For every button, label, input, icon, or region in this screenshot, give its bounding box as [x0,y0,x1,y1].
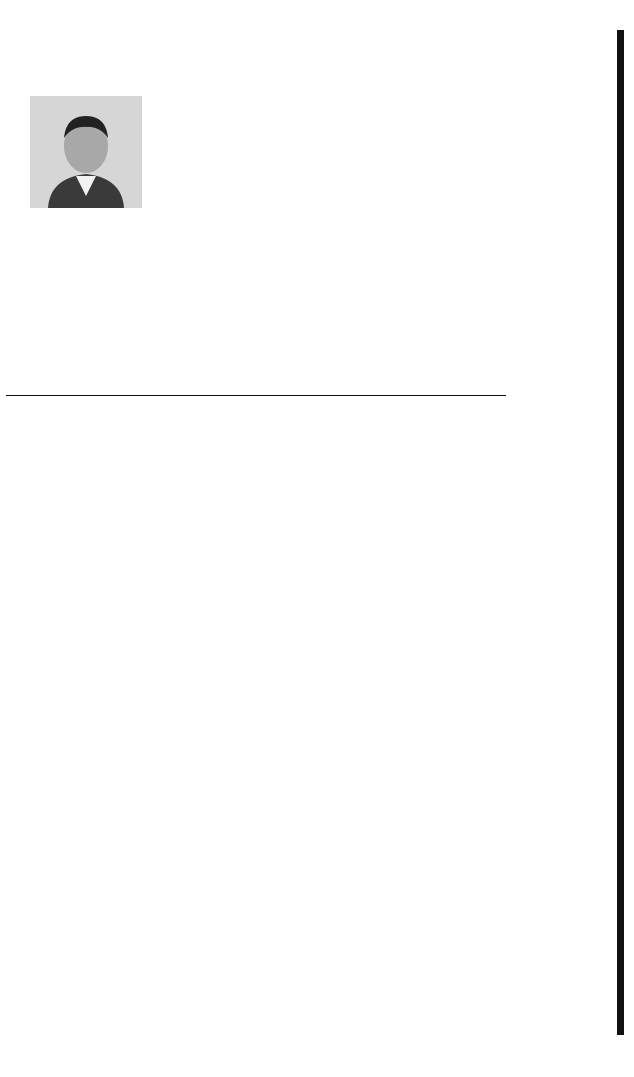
section-divider [6,395,506,396]
column-header [150,6,204,64]
series-logo [508,76,614,356]
right-border-rule [617,30,624,1035]
article-text-top-right [6,66,512,388]
article-text-bottom [6,455,618,1073]
